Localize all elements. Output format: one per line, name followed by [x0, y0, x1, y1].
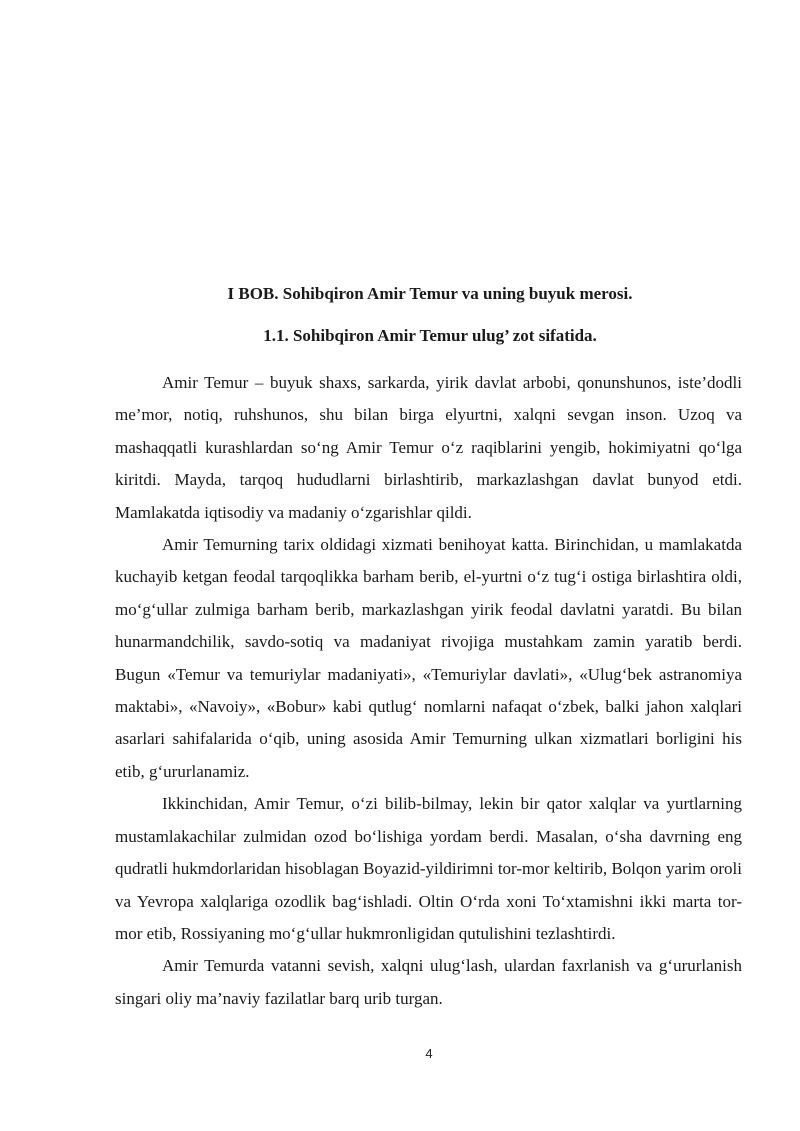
paragraph: Amir Temurda vatanni sevish, xalqni ulug‘lash, ulardan faxrlanish va g‘ururlanish singari oliy ma’naviy fazilatlar barq urib turgan. [115, 956, 742, 1008]
paragraph: Amir Temurning tarix oldidagi xizmati benihoyat katta. Birinchidan, u mamlakatda kuchayib ketgan feodal tarqoqlikka barham berib, el-yurtni o‘z tug‘i ostiga birlashtira oldi, mo‘g‘ullar zulmiga barham berib, markazlashgan yirik feodal davlatni yaratdi. Bu bilan hunarmandchilik, savdo-sotiq va madaniyat rivojiga mustahkam zamin yaratib berdi. Bugun «Temur va temuriylar madaniyati», «Temuriylar davlati», «Ulug‘bek astranomiya maktabi», «Navoiy», «Bobur» kabi qutlug‘ nomlarni nafaqat o‘zbek, balki jahon xalqlari asarlari sahifalarida o‘qib, uning asosida Amir Temurning ulkan xizmatlari borligini his etib, g‘ururlanamiz. [115, 535, 742, 781]
chapter-title: I BOB. Sohibqiron Amir Temur va uning buyuk merosi. [227, 284, 633, 303]
page-number: 4 [425, 1046, 433, 1061]
body-text [115, 367, 742, 1015]
section-title: 1.1. Sohibqiron Amir Temur ulug’ zot sifatida. [263, 326, 597, 345]
paragraph: Ikkinchidan, Amir Temur, o‘zi bilib-bilmay, lekin bir qator xalqlar va yurtlarning mustamlakachilar zulmidan ozod bo‘lishiga yordam berdi. Masalan, o‘sha davrning eng qudratli hukmdorlaridan hisoblagan Boyazid-yildirimni tor-mor keltirib, Bolqon yarim oroli va Yevropa xalqlariga ozodlik bag‘ishladi. Oltin O‘rda xoni To‘xtamishni ikki marta tor-mor etib, Rossiyaning mo‘g‘ullar hukmronligidan qutulishini tezlashtirdi. [115, 794, 742, 943]
paragraph: Amir Temur – buyuk shaxs, sarkarda, yirik davlat arbobi, qonunshunos, iste’dodli me’mor, notiq, ruhshunos, shu bilan birga elyurtni, xalqni sevgan inson. Uzoq va mashaqqatli kurashlardan so‘ng Amir Temur o‘z raqiblarini yengib, hokimiyatni qo‘lga kiritdi. Mayda, tarqoq hududlarni birlashtirib, markazlashgan davlat bunyod etdi. Mamlakatda iqtisodiy va madaniy o‘zgarishlar qildi. [115, 373, 742, 522]
